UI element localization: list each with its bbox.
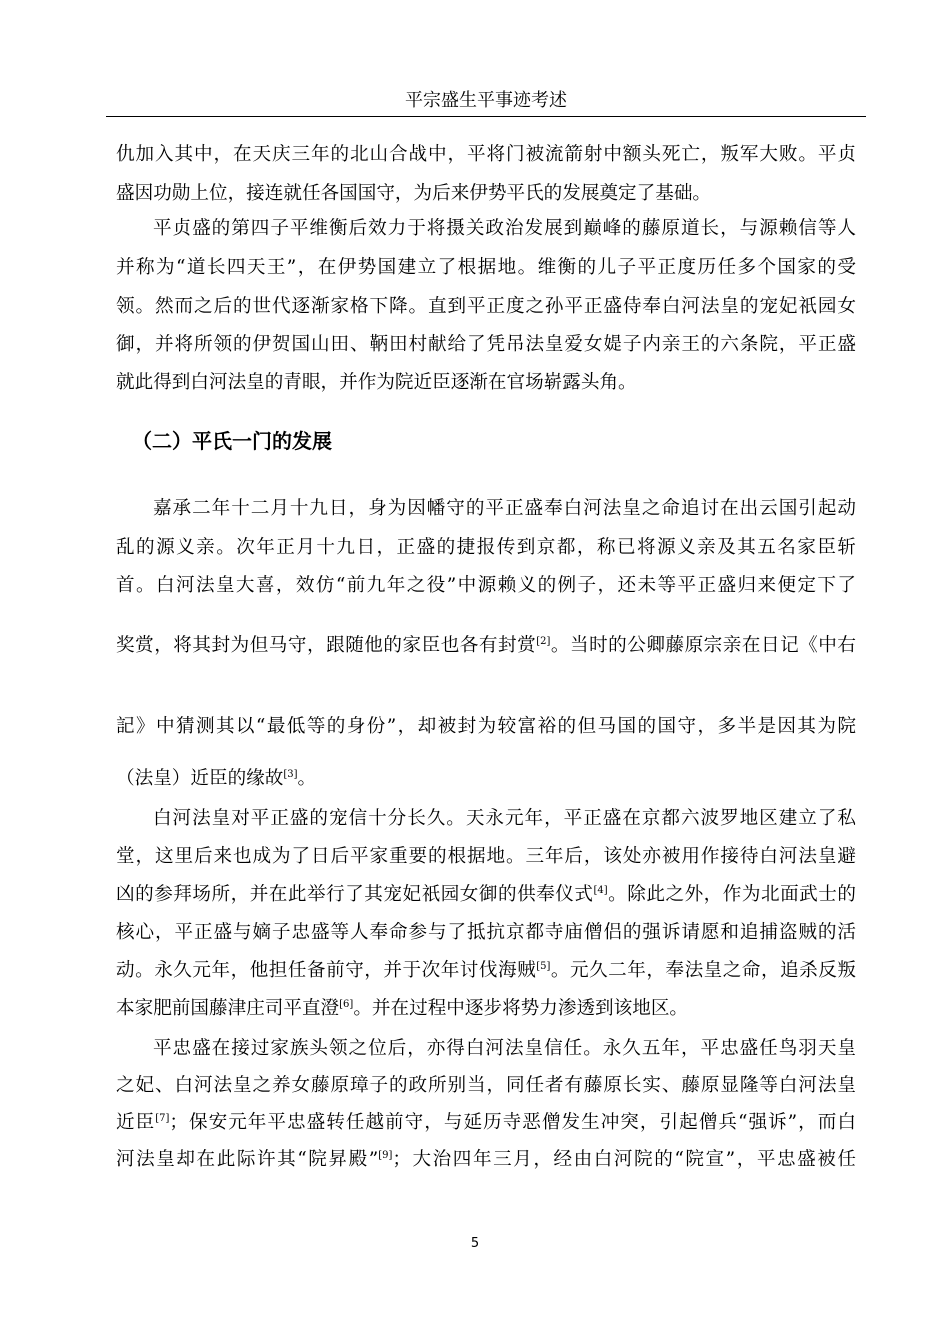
text-line: 奖赏，将其封为但马守，跟随他的家臣也各有封赏[2]。当时的公卿藤原宗亲在日记《中右 xyxy=(116,635,856,656)
text-line: 記》中猜测其以“最低等的身份”，却被封为较富裕的但马国的国守，多半是因其为院 xyxy=(116,716,856,737)
text-line: 堂，这里后来也成为了日后平家重要的根据地。三年后，该处亦被用作接待白河法皇避 xyxy=(116,846,856,867)
citation-marker[interactable]: [2] xyxy=(536,635,551,647)
text-line: 动。永久元年，他担任备前守，并于次年讨伐海贼[5]。元久二年，奉法皇之命，追杀反叛 xyxy=(116,960,856,981)
text-line: 乱的源义亲。次年正月十九日，正盛的捷报传到京都，称已将源义亲及其五名家臣斩 xyxy=(116,537,856,558)
header-rule xyxy=(106,116,866,117)
page-number: 5 xyxy=(470,1236,480,1251)
text-line: 并称为“道长四天王”，在伊势国建立了根据地。维衡的儿子平正度历任多个国家的受 xyxy=(116,257,856,278)
text-line: 盛因功勋上位，接连就任各国国守，为后来伊势平氏的发展奠定了基础。 xyxy=(116,183,712,204)
citation-marker[interactable]: [3] xyxy=(283,768,298,780)
section-heading: （二）平氏一门的发展 xyxy=(132,429,332,453)
text-line: 平贞盛的第四子平维衡后效力于将摄关政治发展到巅峰的藤原道长，与源赖信等人 xyxy=(153,218,856,239)
citation-marker[interactable]: [5] xyxy=(536,960,551,972)
citation-marker[interactable]: [7] xyxy=(155,1112,170,1124)
citation-marker[interactable]: [9] xyxy=(378,1149,393,1161)
text-line: 领。然而之后的世代逐渐家格下降。直到平正度之孙平正盛侍奉白河法皇的宠妃祇园女 xyxy=(116,296,856,317)
text-line: （法皇）近臣的缘故[3]。 xyxy=(116,768,317,789)
running-header-title: 平宗盛生平事迹考述 xyxy=(405,90,567,111)
text-line: 河法皇却在此际许其“院昇殿”[9]；大治四年三月，经由白河院的“院宣”，平忠盛被任 xyxy=(116,1149,856,1170)
text-line: 就此得到白河法皇的青眼，并作为院近臣逐渐在官场崭露头角。 xyxy=(116,372,637,393)
text-line: 近臣[7]；保安元年平忠盛转任越前守，与延历寺恶僧发生冲突，引起僧兵“强诉”，而白 xyxy=(116,1112,856,1133)
text-line: 嘉承二年十二月十九日，身为因幡守的平正盛奉白河法皇之命追讨在出云国引起动 xyxy=(153,498,856,519)
citation-marker[interactable]: [6] xyxy=(339,998,354,1010)
text-line: 白河法皇对平正盛的宠信十分长久。天永元年，平正盛在京都六波罗地区建立了私 xyxy=(153,808,856,829)
text-line: 凶的参拜场所，并在此举行了其宠妃祇园女御的供奉仪式[4]。除此之外，作为北面武士的 xyxy=(116,884,856,905)
text-line: 平忠盛在接过家族头领之位后，亦得白河法皇信任。永久五年，平忠盛任鸟羽天皇 xyxy=(153,1038,856,1059)
text-line: 御，并将所领的伊贺国山田、鞆田村献给了凭吊法皇爱女媞子内亲王的六条院，平正盛 xyxy=(116,334,856,355)
text-line: 核心，平正盛与嫡子忠盛等人奉命参与了抵抗京都寺庙僧侣的强诉请愿和追捕盗贼的活 xyxy=(116,922,856,943)
text-line: 本家肥前国藤津庄司平直澄[6]。并在过程中逐步将势力渗透到该地区。 xyxy=(116,998,689,1019)
text-line: 首。白河法皇大喜，效仿“前九年之役”中源赖义的例子，还未等平正盛归来便定下了 xyxy=(116,575,856,596)
text-line: 之妃、白河法皇之养女藤原璋子的政所别当，同任者有藤原长实、藤原显隆等白河法皇 xyxy=(116,1075,856,1096)
text-line: 仇加入其中，在天庆三年的北山合战中，平将门被流箭射中额头死亡，叛军大败。平贞 xyxy=(116,144,856,165)
citation-marker[interactable]: [4] xyxy=(593,884,608,896)
